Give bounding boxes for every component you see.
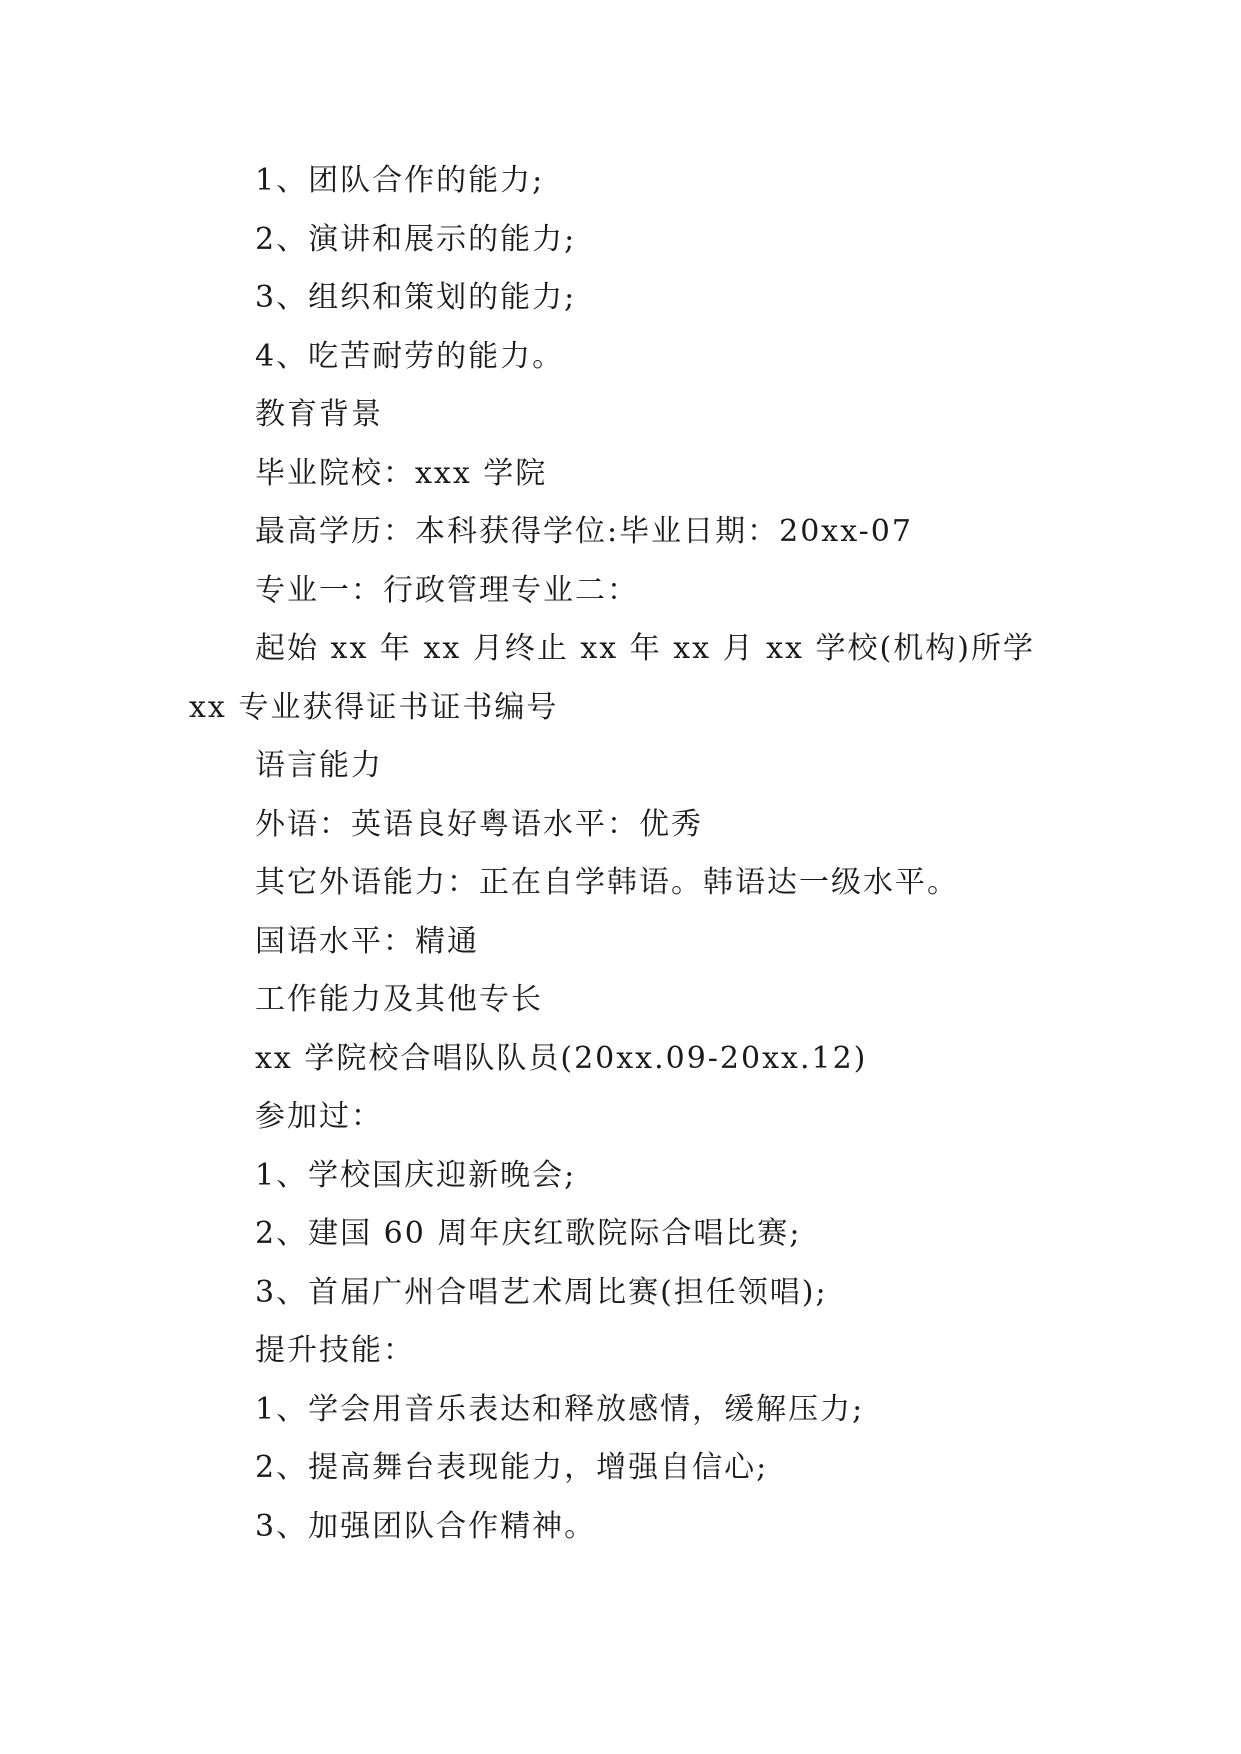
improved-skill-3: 3、加强团队合作精神。 xyxy=(255,1508,597,1544)
mandarin-level: 国语水平：精通 xyxy=(255,923,479,959)
section-heading-education: 教育背景 xyxy=(255,397,383,432)
participated-item-3: 3、首届广州合唱艺术周比赛(担任领唱); xyxy=(255,1274,828,1310)
choir-membership: xx 学院校合唱队队员(20xx.09-20xx.12) xyxy=(255,1040,868,1076)
foreign-language: 外语：英语良好粤语水平：优秀 xyxy=(255,806,703,842)
participated-heading: 参加过： xyxy=(255,1099,383,1134)
skill-item-3: 3、组织和策划的能力; xyxy=(255,280,577,315)
major: 专业一：行政管理专业二： xyxy=(255,572,639,608)
improved-skills-heading: 提升技能： xyxy=(255,1333,415,1368)
document-body xyxy=(189,152,1069,1556)
section-heading-language: 语言能力 xyxy=(255,748,383,783)
improved-skill-2: 2、提高舞台表现能力，增强自信心; xyxy=(255,1450,769,1485)
highest-degree: 最高学历：本科获得学位:毕业日期：20xx-07 xyxy=(255,514,913,549)
participated-item-1: 1、学校国庆迎新晚会; xyxy=(255,1157,577,1193)
certificate-record: 起始 xx 年 xx 月终止 xx 年 xx 月 xx 学校(机构)所学 xx 专业获得证书证书编号 xyxy=(189,631,1035,725)
graduation-school: 毕业院校：xxx 学院 xyxy=(255,455,548,491)
improved-skill-1: 1、学会用音乐表达和释放感情，缓解压力; xyxy=(255,1391,865,1427)
section-heading-abilities: 工作能力及其他专长 xyxy=(255,982,543,1017)
other-language: 其它外语能力：正在自学韩语。韩语达一级水平。 xyxy=(255,865,959,900)
skill-item-1: 1、团队合作的能力; xyxy=(255,163,545,198)
participated-item-2: 2、建国 60 周年庆红歌院际合唱比赛; xyxy=(255,1216,802,1251)
skill-item-2: 2、演讲和展示的能力; xyxy=(255,221,577,257)
skill-item-4: 4、吃苦耐劳的能力。 xyxy=(255,338,565,374)
